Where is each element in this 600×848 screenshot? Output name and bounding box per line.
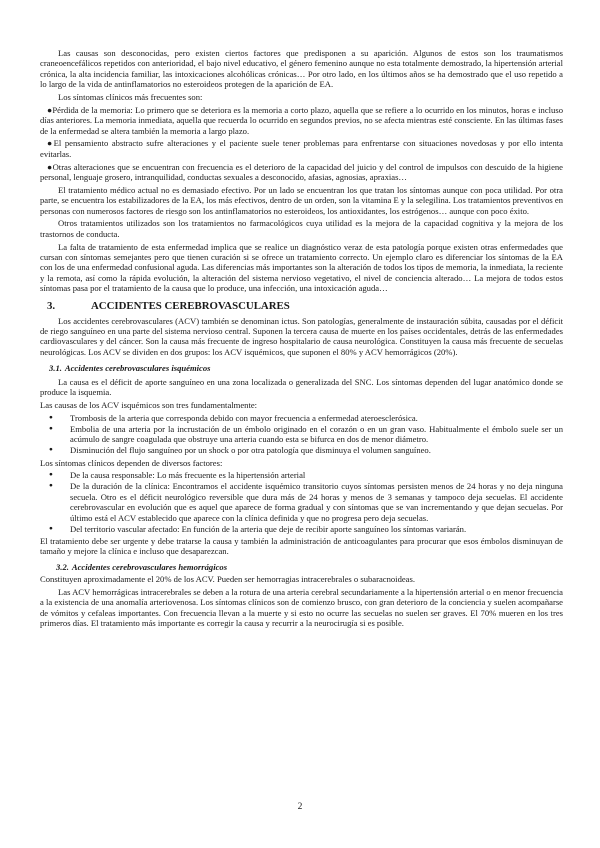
subsection-3-1-paragraph-factors-intro: Los síntomas clínicos dependen de diversos factores: <box>40 457 223 468</box>
subsection-3-1-paragraph-treatment: El tratamiento debe ser urgente y debe tratarse la causa y también la administración de anticoagulantes para procurar que esos émbolos disminuyan de tamaño y mejore la clínica e incluso que desaparezcan. <box>40 535 563 557</box>
intro-paragraph-diagnosis: La falta de tratamiento de esta enfermedad implica que se realice un diagnóstico veraz de esta patología porque existen otras enfermedades que cursan con síntomas semejantes pero que tienen curación si se ofrece un tratamiento correcto. Un ejemplo claro es diferenciar los síntomas de la EA con los de una enfermedad confusional aguda. Las diferencias más importantes son la alteración de todos los tipos de memoria, la inmediata, la reciente y la remota, así como la rápida evolución, la alteración del sistema nervioso vegetativo, el nivel de conciencia alterado… La mejora de todos estos síntomas pasa por el tratamiento de la causa que lo produce, una infección, una intoxicación aguda… <box>40 241 563 294</box>
intro-bullet-other-alterations: ●Otras alteraciones que se encuentran con frecuencia es el deterioro de la capacidad del juicio y del control de impulsos con descuido de la higiene personal, lenguaje grosero, intranquilidad, conductas sexuales a desconocido, afasias, agnosias, apraxias… <box>40 161 563 183</box>
page-number: 2 <box>297 802 303 812</box>
list-item: ● De la causa responsable: Lo más frecuente es la hipertensión arterial <box>40 470 563 480</box>
page-content <box>40 48 563 631</box>
section-3-paragraph: Los accidentes cerebrovasculares (ACV) también se denominan ictus. Son patologías, generalmente de instauración súbita, causadas por el déficit de riego sanguíneo en una parte del sistema nervioso central. Suponen la tercera causa de muerte en los países occidentales, detrás de las enfermedades cardiovasculares y del cáncer. Son la causa más frecuente de ingreso hospitalario de causa neurológica. Constituyen la causa más frecuente de secuelas neurológicas. Los ACV se dividen en dos grupos: los ACV isquémicos, que suponen el 80% y ACV hemorrágicos (20%). <box>40 315 563 357</box>
list-item: ● Trombosis de la arteria que corresponda debido con mayor frecuencia a enfermedad ateroesclerósica. <box>40 413 563 423</box>
subsection-3-1-heading <box>49 363 563 373</box>
subsection-3-2-paragraph-intracerebral: Las ACV hemorrágicas intracerebrales se deben a la rotura de una arteria cerebral secundariamente a la hipertensión arterial o en menor frecuencia a la existencia de una anomalía arteriovenosa. Los síntomas clínicos son de comienzo brusco, con gran deterioro de la conciencia y suelen acompañarse de vómitos y cefaleas importantes. Con frecuencia llevan a la muerte y si esto no ocurre las secuelas no suelen ser graves. El 70% mueren en los tres primeros días. El tratamiento más importante es corregir la causa y recurrir a la neurocirugía si es posible. <box>40 586 563 629</box>
list-item: ● De la duración de la clínica: Encontramos el accidente isquémico transitorio cuyos síntomas persisten menos de 24 horas y no deja ninguna secuela. Otro es el déficit neurológico reversible que dura más de 24 horas y menos de 3 semanas y tampoco deja secuelas. El accidente cerebrovascular en evolución que es aquel que aparece de forma gradual y con síntomas que se van incrementando y que dejan secuelas. Por último está el ACV establecido que aparece con la clínica definida y que no progresa pero deja secuelas. <box>40 481 563 523</box>
intro-paragraph-symptoms-heading: Los síntomas clínicos más frecuentes son: <box>58 92 203 103</box>
list-item: ● Del territorio vascular afectado: En función de la arteria que deje de recibir aporte sanguíneo los síntomas variarán. <box>40 524 563 534</box>
list-item: ● Embolia de una arteria por la incrustación de un émbolo originado en el corazón o en un gran vaso. Habitualmente el émbolo suele ser un acúmulo de sangre coagulada que obstruye una arteria cuando esta se bifurca en dos de menor diámetro. <box>40 424 563 445</box>
intro-bullet-abstract-thought: ●El pensamiento abstracto sufre alteraciones y el paciente suele tener problemas para enfrentarse con situaciones novedosas y por ello intenta evitarlas. <box>40 138 563 159</box>
subsection-3-1-paragraph-cause: La causa es el déficit de aporte sanguíneo en una zona localizada o generalizada del SNC. Los síntomas dependen del lugar anatómico donde se produce la isquemia. <box>40 376 563 398</box>
factors-list <box>40 470 563 534</box>
subsection-3-2-title: Accidentes cerebrovasculares hemorrágicos <box>71 561 228 572</box>
subsection-3-2-heading <box>56 562 563 572</box>
subsection-3-1-number: 3.1. <box>49 363 62 374</box>
list-item: ● Disminución del flujo sanguíneo por un shock o por otra patología que disminuya el volumen sanguíneo. <box>40 445 563 455</box>
subsection-3-2-number: 3.2. <box>56 561 69 572</box>
section-3-number: 3. <box>47 299 56 312</box>
subsection-3-2-paragraph-intro: Constituyen aproximadamente el 20% de los ACV. Pueden ser hemorragias intracerebrales o subaracnoideas. <box>40 574 415 585</box>
section-3-heading <box>47 300 563 313</box>
intro-paragraph-causes: Las causas son desconocidas, pero existen ciertos factores que predisponen a su aparición. Algunos de estos son los traumatismos craneoencefálicos repetidos con anterioridad, el bajo nivel educativo, el género femenino aunque no esta totalmente demostrado, la hipertensión arterial crónica, la alta incidencia familiar, las intoxicaciones alcohólicas crónicas… Por otro lado, en los últimos años se ha demostrado que el uso repetido a lo largo de la vida de antinflamatorios no esteroideos protegen de la aparición de EA. <box>40 48 563 90</box>
intro-paragraph-treatment: El tratamiento médico actual no es demasiado efectivo. Por un lado se encuentran los que tratan los síntomas aunque con poca utilidad. Por otra parte, se encuentra los estabilizadores de la EA, los más efectivos, dentro de un orden, son la vitamina E y la selegilina. Los tratamientos preventivos en personas con numerosos factores de riesgo son los antinflamatorios no esteroideos, los antioxidantes, los estrógenos… aunque con poco éxito. <box>40 184 563 216</box>
intro-bullet-memory: ●Pérdida de la memoria: Lo primero que se deteriora es la memoria a corto plazo, aquella que se refiere a lo ocurrido en los minutos, horas e incluso días anteriores. La memoria inmediata, aquella que recuerda lo ocurrido en segundos previos, no se afecta mientras esté consciente. En las últimas fases de la enfermedad se altera también la memoria a largo plazo. <box>40 104 563 136</box>
intro-paragraph-other-treatments: Otros tratamientos utilizados son los tratamientos no farmacológicos cuya utilidad es la mejora de la capacidad cognitiva y la mejora de los trastornos de conducta. <box>40 218 563 239</box>
subsection-3-1-title: Accidentes cerebrovasculares isquémicos <box>64 363 211 374</box>
subsection-3-1-paragraph-causes-intro: Las causas de los ACV isquémicos son tres fundamentalmente: <box>40 399 258 410</box>
causes-list <box>40 413 563 456</box>
section-3-title: ACCIDENTES CEREBROVASCULARES <box>91 299 290 312</box>
